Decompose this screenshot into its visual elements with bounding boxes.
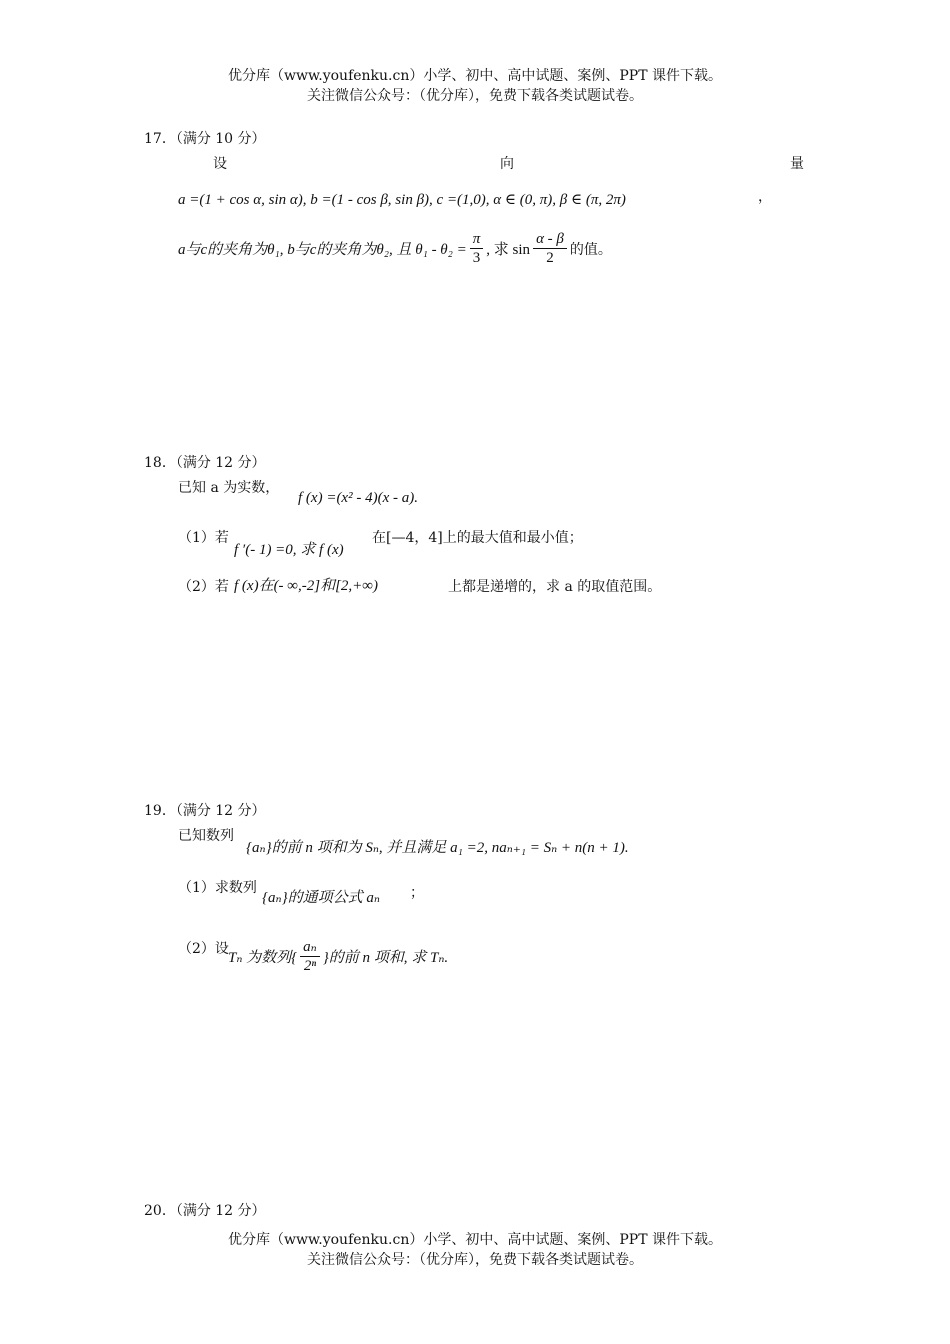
q19-part1-math: {aₙ}的通项公式 aₙ: [262, 890, 380, 906]
q18-part1-text: 在[—4，4]上的最大值和最小值；: [372, 530, 583, 546]
q18-part2-label: （2）若: [178, 579, 229, 595]
q18-intro: 已知 a 为实数，: [178, 480, 280, 496]
q17-frac-den: 3: [472, 250, 481, 266]
q19-condition: {aₙ}的前 n 项和为 Sₙ, 并且满足 a₁ =2, naₙ₊₁ = Sₙ + n(n + 1).: [246, 840, 629, 856]
header-line-1: 优分库（www.youfenku.cn）小学、初中、高中试题、案例、PPT 课件下载。: [227, 68, 722, 84]
q17-word-she: 设: [213, 156, 227, 172]
q19-part2-b: }的前 n 项和, 求 Tₙ.: [322, 950, 449, 966]
q17-frac-num: π: [470, 230, 484, 249]
q18-part2-math: f (x)在(- ∞,-2]和[2,+∞): [234, 578, 378, 594]
q17-angle-condition: [178, 230, 612, 267]
q20-title: 20．（满分 12 分）: [144, 1203, 266, 1219]
q18-title: 18．（满分 12 分）: [144, 455, 266, 471]
footer-line-1: 优分库（www.youfenku.cn）小学、初中、高中试题、案例、PPT 课件下载。: [227, 1232, 722, 1248]
q19-frac-num: aₙ: [300, 938, 320, 957]
q19-intro: 已知数列: [178, 828, 234, 844]
q19-part2-a: Tₙ 为数列{: [228, 950, 298, 966]
q19-frac-den: 2ⁿ: [303, 958, 317, 974]
footer-line-2: 关注微信公众号：（优分库），免费下载各类试题试卷。: [307, 1252, 643, 1268]
q17-title: 17．（满分 10 分）: [144, 131, 266, 147]
q18-function: f (x) =(x² - 4)(x - a).: [298, 490, 418, 506]
q18-part1-math: f ′(- 1) =0, 求 f (x): [234, 542, 344, 558]
q19-part2-label: （2）设: [178, 941, 229, 957]
q17-alpha-minus-beta-over-2: [533, 230, 567, 267]
q17-word-xiang: 向: [500, 156, 514, 172]
q17-pi-over-3: [470, 230, 484, 267]
q17-tail: 的值。: [569, 241, 612, 258]
q17-trailing-comma: ，: [758, 189, 772, 205]
q17-angle-text: a与c的夹角为θ₁, b与c的夹角为θ₂, 且 θ₁ - θ₂ =: [178, 242, 467, 258]
header-line-2: 关注微信公众号：（优分库），免费下载各类试题试卷。: [307, 88, 643, 104]
q18-part2-text: 上都是递增的，求 a 的取值范围。: [448, 579, 662, 595]
q19-part1-label: （1）求数列: [178, 880, 257, 896]
page-header: [0, 66, 950, 106]
q17-vector-definitions: a =(1 + cos α, sin α), b =(1 - cos β, sin β), c =(1,0), α ∈ (0, π), β ∈ (π, 2π): [178, 192, 626, 208]
q18-part1-label: （1）若: [178, 530, 229, 546]
q17-frac2-num: α - β: [533, 230, 567, 249]
q19-title: 19．（满分 12 分）: [144, 803, 266, 819]
q17-frac2-den: 2: [546, 250, 554, 266]
q17-ask: , 求 sin: [486, 242, 531, 258]
page-footer: [0, 1230, 950, 1270]
q19-part2-math: [228, 938, 448, 975]
q17-word-liang: 量: [790, 156, 804, 172]
q19-part1-tail: ；: [410, 885, 424, 901]
q19-an-over-2n: [300, 938, 320, 975]
